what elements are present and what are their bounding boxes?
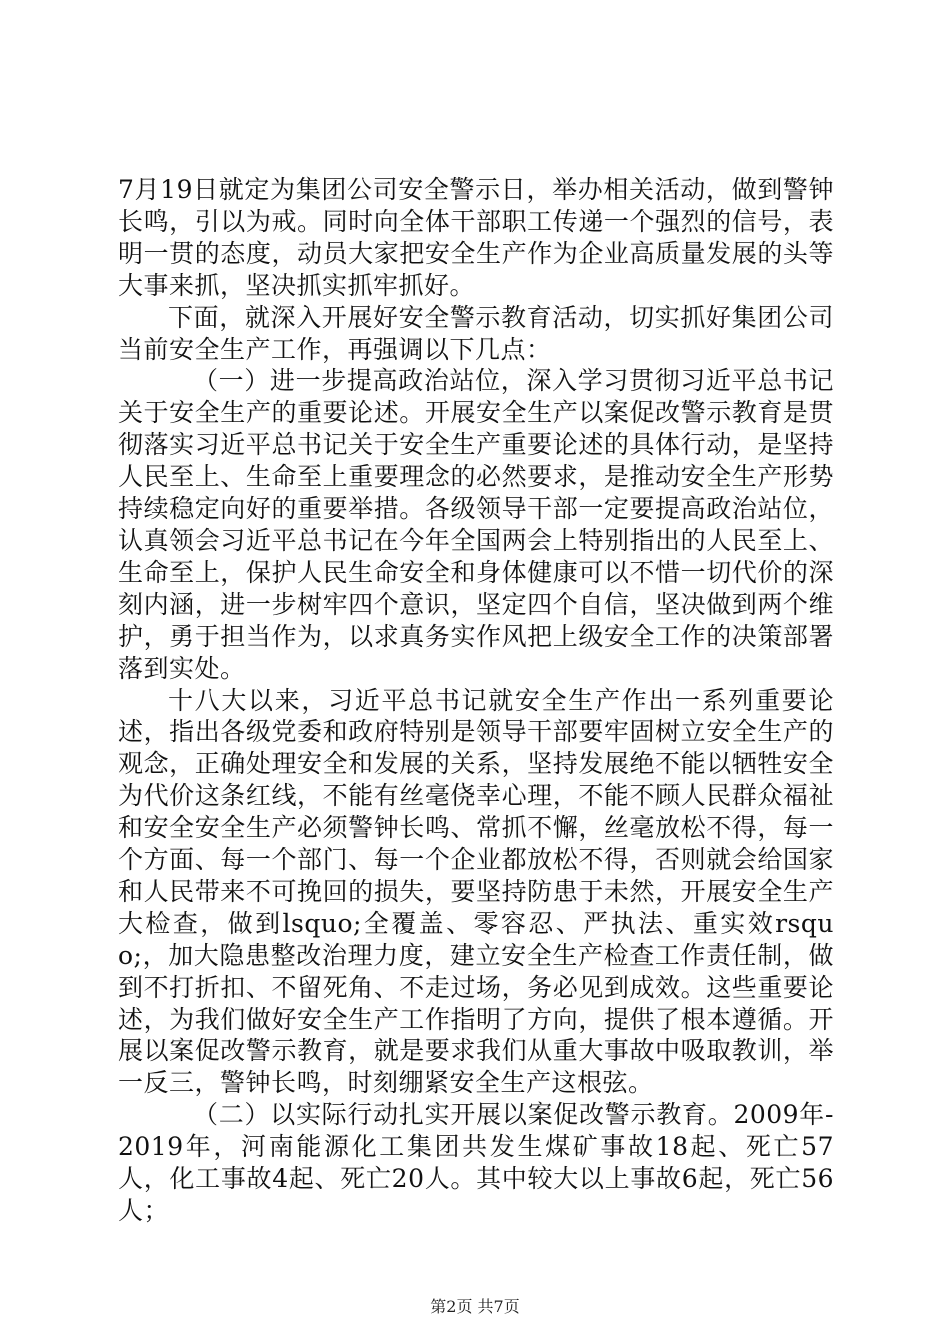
- paragraph-eighteenth-congress: 十八大以来，习近平总书记就安全生产作出一系列重要论述，指出各级党委和政府特别是领导干部要牢固树立安全生产的观念，正确处理安全和发展的关系，坚持发展绝不能以牺牲安全为代价这条红线，不能有丝毫侥幸心理，不能不顾人民群众福祉和安全安全生产必须警钟长鸣、常抓不懈，丝毫放松不得，每一个方面、每一个部门、每一个企业都放松不得，否则就会给国家和人民带来不可挽回的损失，要坚持防患于未然，开展安全生产大检查，做到lsquo;全覆盖、零容忍、严执法、重实效rsquo;，加大隐患整改治理力度，建立安全生产检查工作责任制，做到不打折扣、不留死角、不走过场，务必见到成效。这些重要论述，为我们做好安全生产工作指明了方向，提供了根本遵循。开展以案促改警示教育，就是要求我们从重大事故中吸取教训，举一反三，警钟长鸣，时刻绷紧安全生产这根弦。: [118, 685, 834, 1098]
- paragraph-point-one: （一）进一步提高政治站位，深入学习贯彻习近平总书记关于安全生产的重要论述。开展安全生产以案促改警示教育是贯彻落实习近平总书记关于安全生产重要论述的具体行动，是坚持人民至上、生命至上重要理念的必然要求，是推动安全生产形势持续稳定向好的重要举措。各级领导干部一定要提高政治站位，认真领会习近平总书记在今年全国两会上特别指出的人民至上、生命至上，保护人民生命安全和身体健康可以不惜一切代价的深刻内涵，进一步树牢四个意识，坚定四个自信，坚决做到两个维护，勇于担当作为，以求真务实作风把上级安全工作的决策部署落到实处。: [118, 366, 834, 683]
- paragraph-continuation: 7月19日就定为集团公司安全警示日，举办相关活动，做到警钟长鸣，引以为戒。同时向全体干部职工传递一个强烈的信号，表明一贯的态度，动员大家把安全生产作为企业高质量发展的头等大事来抓，坚决抓实抓牢抓好。: [118, 175, 834, 300]
- page-footer: 第2页 共7页: [430, 1297, 520, 1316]
- paragraph-intro: 下面，就深入开展好安全警示教育活动，切实抓好集团公司当前安全生产工作，再强调以下几点：: [118, 302, 834, 364]
- document-body: [118, 174, 834, 1227]
- paragraph-point-two: （二）以实际行动扎实开展以案促改警示教育。2009年-2019年，河南能源化工集团共发生煤矿事故18起、死亡57人，化工事故4起、死亡20人。其中较大以上事故6起，死亡56人；: [118, 1100, 834, 1225]
